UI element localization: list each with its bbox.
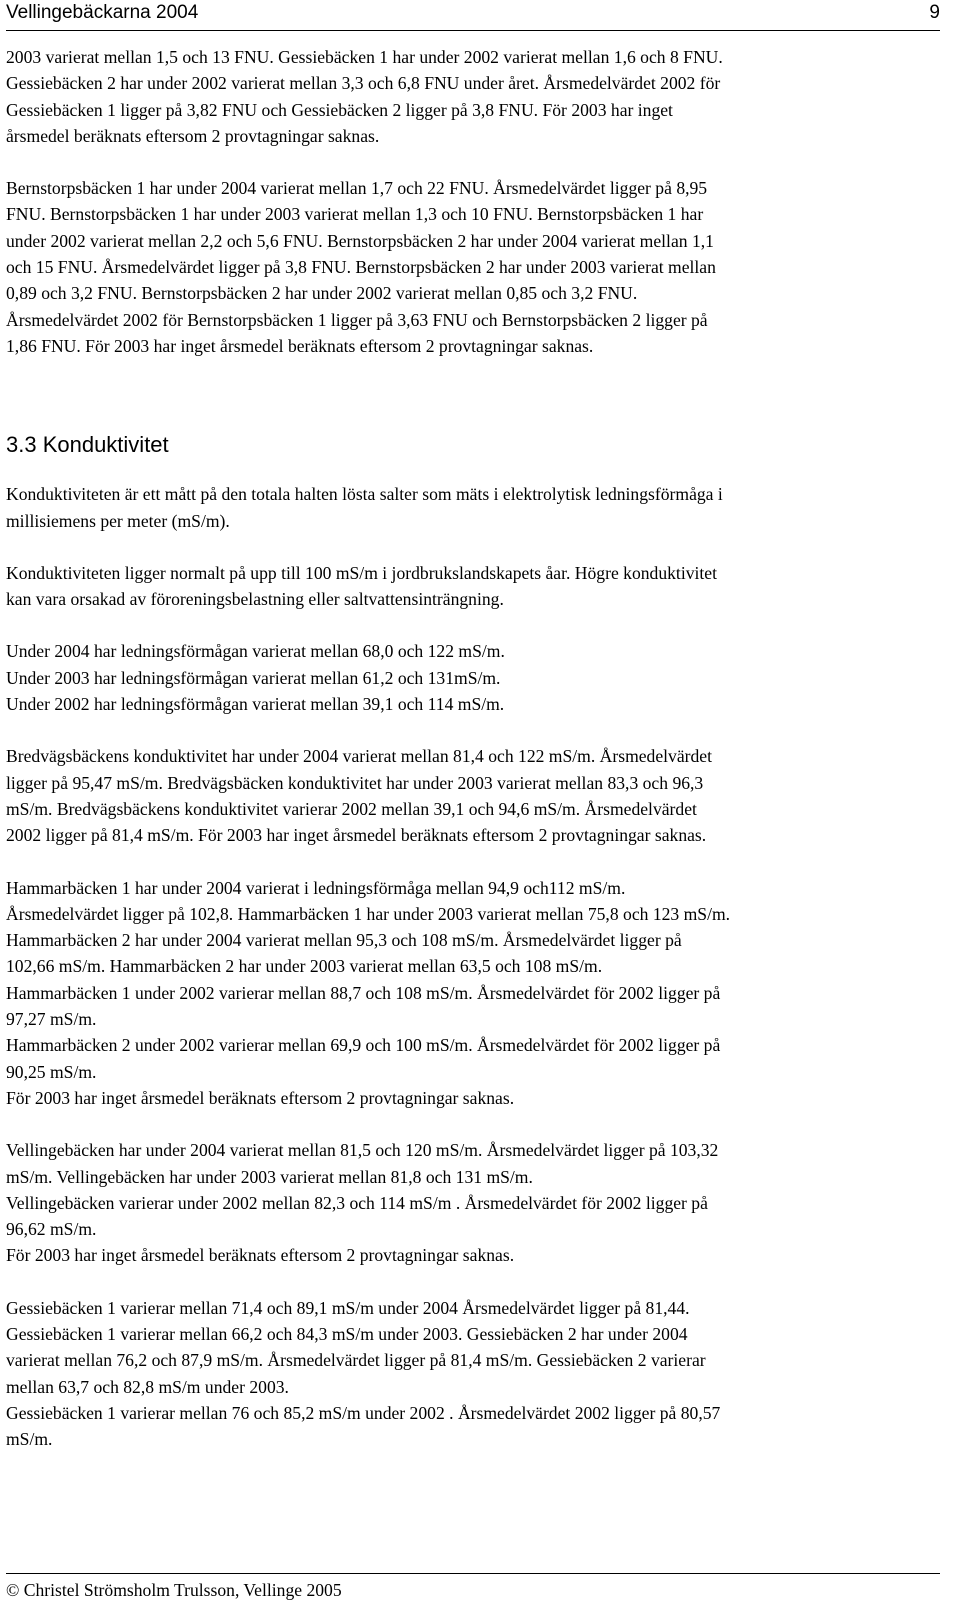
text-line: millisiemens per meter (mS/m). [6,510,230,531]
document-title: Vellingebäckarna 2004 [6,2,199,23]
section-heading: 3.3 Konduktivitet [6,432,169,458]
text-line: mS/m. Bredvägsbäckens konduktivitet varierar 2002 mellan 39,1 och 94,6 mS/m. Årsmedelvärdet [6,798,697,819]
text-line: 2002 ligger på 81,4 mS/m. För 2003 har inget årsmedel beräknats eftersom 2 provtagningar saknas. [6,825,707,846]
text-line: 1,86 FNU. För 2003 har inget årsmedel beräknats eftersom 2 provtagningar saknas. [6,335,594,356]
paragraph [6,1295,941,1453]
paragraph [6,1137,941,1268]
text-line: Konduktiviteten är ett mått på den totala halten lösta salter som mäts i elektrolytisk ledningsförmåga i [6,484,723,505]
text-line: Under 2004 har ledningsförmågan varierat mellan 68,0 och 122 mS/m. [6,641,505,662]
text-line: 90,25 mS/m. [6,1061,97,1082]
spacer [6,385,941,431]
text-line: varierat mellan 76,2 och 87,9 mS/m. Årsmedelvärdet ligger på 81,4 mS/m. Gessiebäcken 2 varierar [6,1350,706,1371]
paragraph [6,743,941,848]
text-line: För 2003 har inget årsmedel beräknats eftersom 2 provtagningar saknas. [6,1245,515,1266]
paragraph [6,175,941,359]
text-line: 97,27 mS/m. [6,1009,97,1030]
text-line: Hammarbäcken 1 har under 2004 varierat i ledningsförmåga mellan 94,9 och112 mS/m. [6,877,626,898]
page-header [6,2,940,31]
text-line: Gessiebäcken 1 varierar mellan 71,4 och 89,1 mS/m under 2004 Årsmedelvärdet ligger på 81,44. [6,1297,690,1318]
text-line: mellan 63,7 och 82,8 mS/m under 2003. [6,1376,289,1397]
text-line: Hammarbäcken 2 har under 2004 varierat mellan 95,3 och 108 mS/m. Årsmedelvärdet ligger på [6,930,682,951]
text-line: Bernstorpsbäcken 1 har under 2004 varierat mellan 1,7 och 22 FNU. Årsmedelvärdet ligger på 8,95 [6,178,708,199]
text-line: 96,62 mS/m. [6,1219,97,1240]
paragraph [6,875,941,1112]
text-line: Vellingebäcken har under 2004 varierat mellan 81,5 och 120 mS/m. Årsmedelvärdet ligger på 103,32 [6,1140,719,1161]
text-line: Under 2002 har ledningsförmågan varierat mellan 39,1 och 114 mS/m. [6,694,505,715]
text-line: mS/m. Vellingebäcken har under 2003 varierat mellan 81,8 och 131 mS/m. [6,1166,533,1187]
text-line: Hammarbäcken 2 under 2002 varierar mellan 69,9 och 100 mS/m. Årsmedelvärdet för 2002 ligger på [6,1035,721,1056]
body-paragraphs [6,481,941,1452]
text-line: Hammarbäcken 1 under 2002 varierar mellan 88,7 och 108 mS/m. Årsmedelvärdet för 2002 ligger på [6,982,721,1003]
text-line: ligger på 95,47 mS/m. Bredvägsbäcken konduktivitet har under 2003 varierat mellan 83,3 och 96,3 [6,772,704,793]
page-number: 9 [929,2,940,23]
text-line: 0,89 och 3,2 FNU. Bernstorpsbäcken 2 har under 2002 varierat mellan 0,85 och 3,2 FNU. [6,283,638,304]
text-line: Årsmedelvärdet 2002 för Bernstorpsbäcken 1 ligger på 3,63 FNU och Bernstorpsbäcken 2 ligger på [6,309,708,330]
text-line: Gessiebäcken 2 har under 2002 varierat mellan 3,3 och 6,8 FNU under året. Årsmedelvärdet 2002 för [6,73,721,94]
page-footer [6,1573,940,1602]
text-line: Gessiebäcken 1 varierar mellan 66,2 och 84,3 mS/m under 2003. Gessiebäcken 2 har under 2004 [6,1323,688,1344]
text-line: årsmedel beräknats eftersom 2 provtagningar saknas. [6,125,380,146]
text-line: Konduktiviteten ligger normalt på upp till 100 mS/m i jordbrukslandskapets åar. Högre konduktivitet [6,562,717,583]
text-line: under 2002 varierat mellan 2,2 och 5,6 FNU. Bernstorpsbäcken 2 har under 2004 varierat mellan 1,1 [6,230,714,251]
text-line: kan vara orsakad av föroreningsbelastning eller saltvattensinträngning. [6,589,504,610]
text-line: Gessiebäcken 1 ligger på 3,82 FNU och Gessiebäcken 2 ligger på 3,8 FNU. För 2003 har inget [6,99,673,120]
text-line: mS/m. [6,1429,53,1450]
text-line: och 15 FNU. Årsmedelvärdet ligger på 3,8 FNU. Bernstorpsbäcken 2 har under 2003 varierat mellan [6,257,716,278]
intro-paragraphs [6,44,941,359]
text-line: Vellingebäcken varierar under 2002 mellan 82,3 och 114 mS/m . Årsmedelvärdet för 2002 ligger på [6,1192,708,1213]
paragraph [6,560,941,613]
text-line: Under 2003 har ledningsförmågan varierat mellan 61,2 och 131mS/m. [6,667,501,688]
text-line: FNU. Bernstorpsbäcken 1 har under 2003 varierat mellan 1,3 och 10 FNU. Bernstorpsbäcken 1 har [6,204,704,225]
text-line: Årsmedelvärdet ligger på 102,8. Hammarbäcken 1 har under 2003 varierat mellan 75,8 och 123 mS/m. [6,903,731,924]
paragraph [6,481,941,534]
text-line: 2003 varierat mellan 1,5 och 13 FNU. Gessiebäcken 1 har under 2002 varierat mellan 1,6 och 8 FNU. [6,47,723,67]
paragraph [6,44,941,149]
text-line: För 2003 har inget årsmedel beräknats eftersom 2 provtagningar saknas. [6,1087,515,1108]
text-line: Bredvägsbäckens konduktivitet har under 2004 varierat mellan 81,4 och 122 mS/m. Årsmedelvärdet [6,746,713,767]
text-line: Gessiebäcken 1 varierar mellan 76 och 85,2 mS/m under 2002 . Årsmedelvärdet 2002 ligger på 80,57 [6,1402,721,1423]
text-line: 102,66 mS/m. Hammarbäcken 2 har under 2003 varierat mellan 63,5 och 108 mS/m. [6,956,603,977]
paragraph [6,638,941,717]
copyright-text: © Christel Strömsholm Trulsson, Vellinge 2005 [6,1580,342,1600]
page-content [6,44,941,1478]
